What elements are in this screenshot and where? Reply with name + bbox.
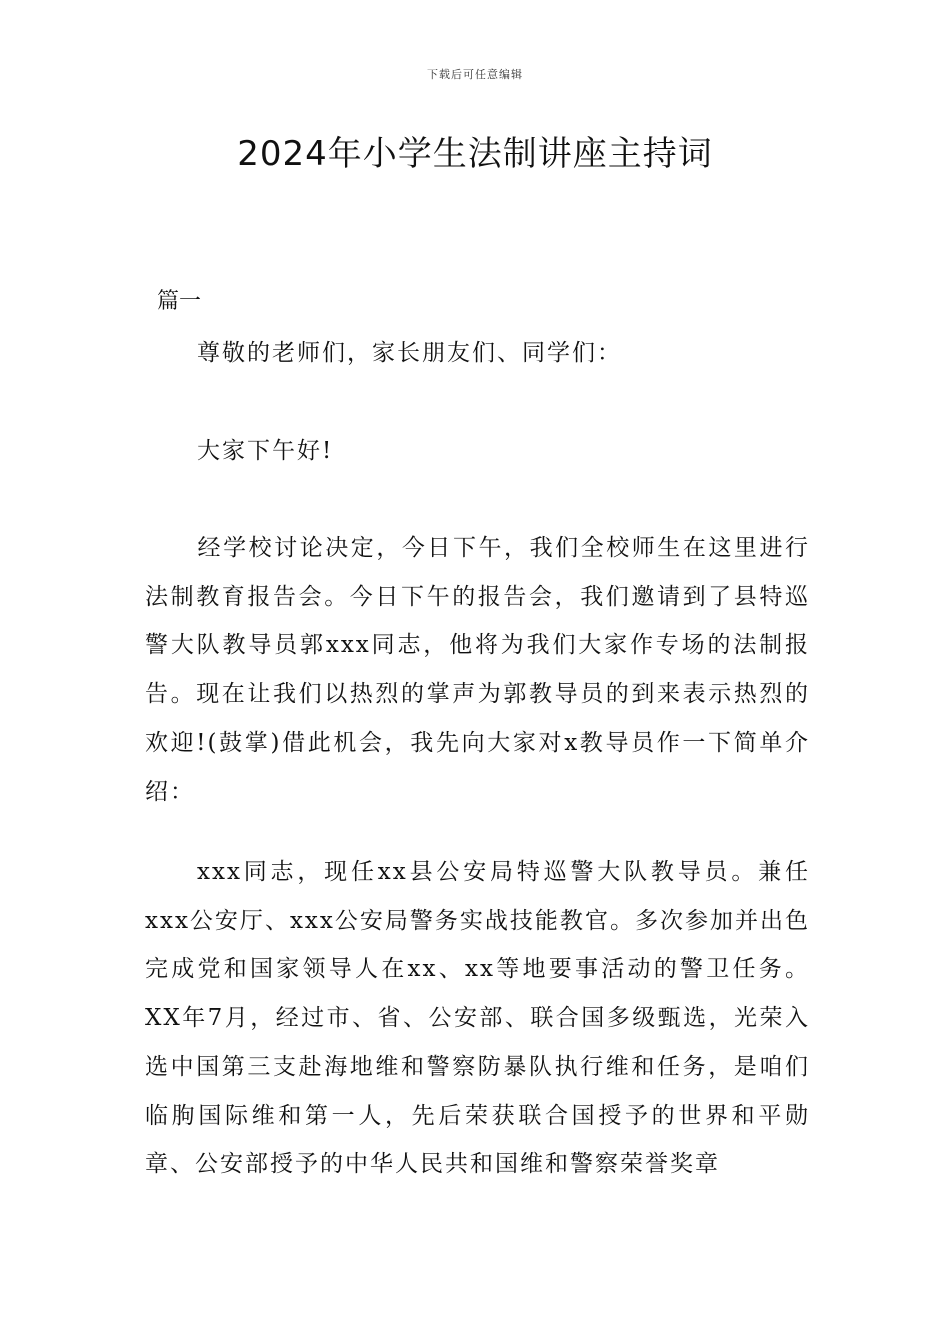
paragraph-introduction-text: 经学校讨论决定，今日下午，我们全校师生在这里进行法制教育报告会。今日下午的报告会，我们邀请到了县特巡警大队教导员郭xxx同志，他将为我们大家作专场的法制报告。现在让我们以热烈的掌声为郭教导员的到来表示热烈的欢迎!(鼓掌)借此机会，我先向大家对x教导员作一下简单介绍：	[145, 535, 810, 805]
paragraph-good-afternoon-text: 大家下午好!	[197, 438, 334, 464]
paragraph-greeting	[145, 329, 810, 378]
paragraph-speaker-bio-text: xxx同志，现任xx县公安局特巡警大队教导员。兼任xxx公安厅、xxx公安局警务实战技能教官。多次参加并出色完成党和国家领导人在xx、xx等地要事活动的警卫任务。XX年7月，经过市、省、公安部、联合国多级甄选，光荣入选中国第三支赴海地维和警察防暴队执行维和任务，是咱们临朐国际维和第一人，先后荣获联合国授予的世界和平勋章、公安部授予的中华人民共和国维和警察荣誉奖章	[145, 859, 810, 1178]
header-note: 下载后可任意编辑	[427, 68, 523, 81]
document-title: 2024年小学生法制讲座主持词	[237, 134, 713, 174]
section-label: 篇一	[157, 289, 202, 314]
paragraph-introduction	[145, 524, 810, 816]
paragraph-greeting-text: 尊敬的老师们，家长朋友们、同学们：	[197, 340, 622, 366]
paragraph-speaker-bio	[145, 848, 810, 1189]
paragraph-good-afternoon	[145, 427, 810, 476]
